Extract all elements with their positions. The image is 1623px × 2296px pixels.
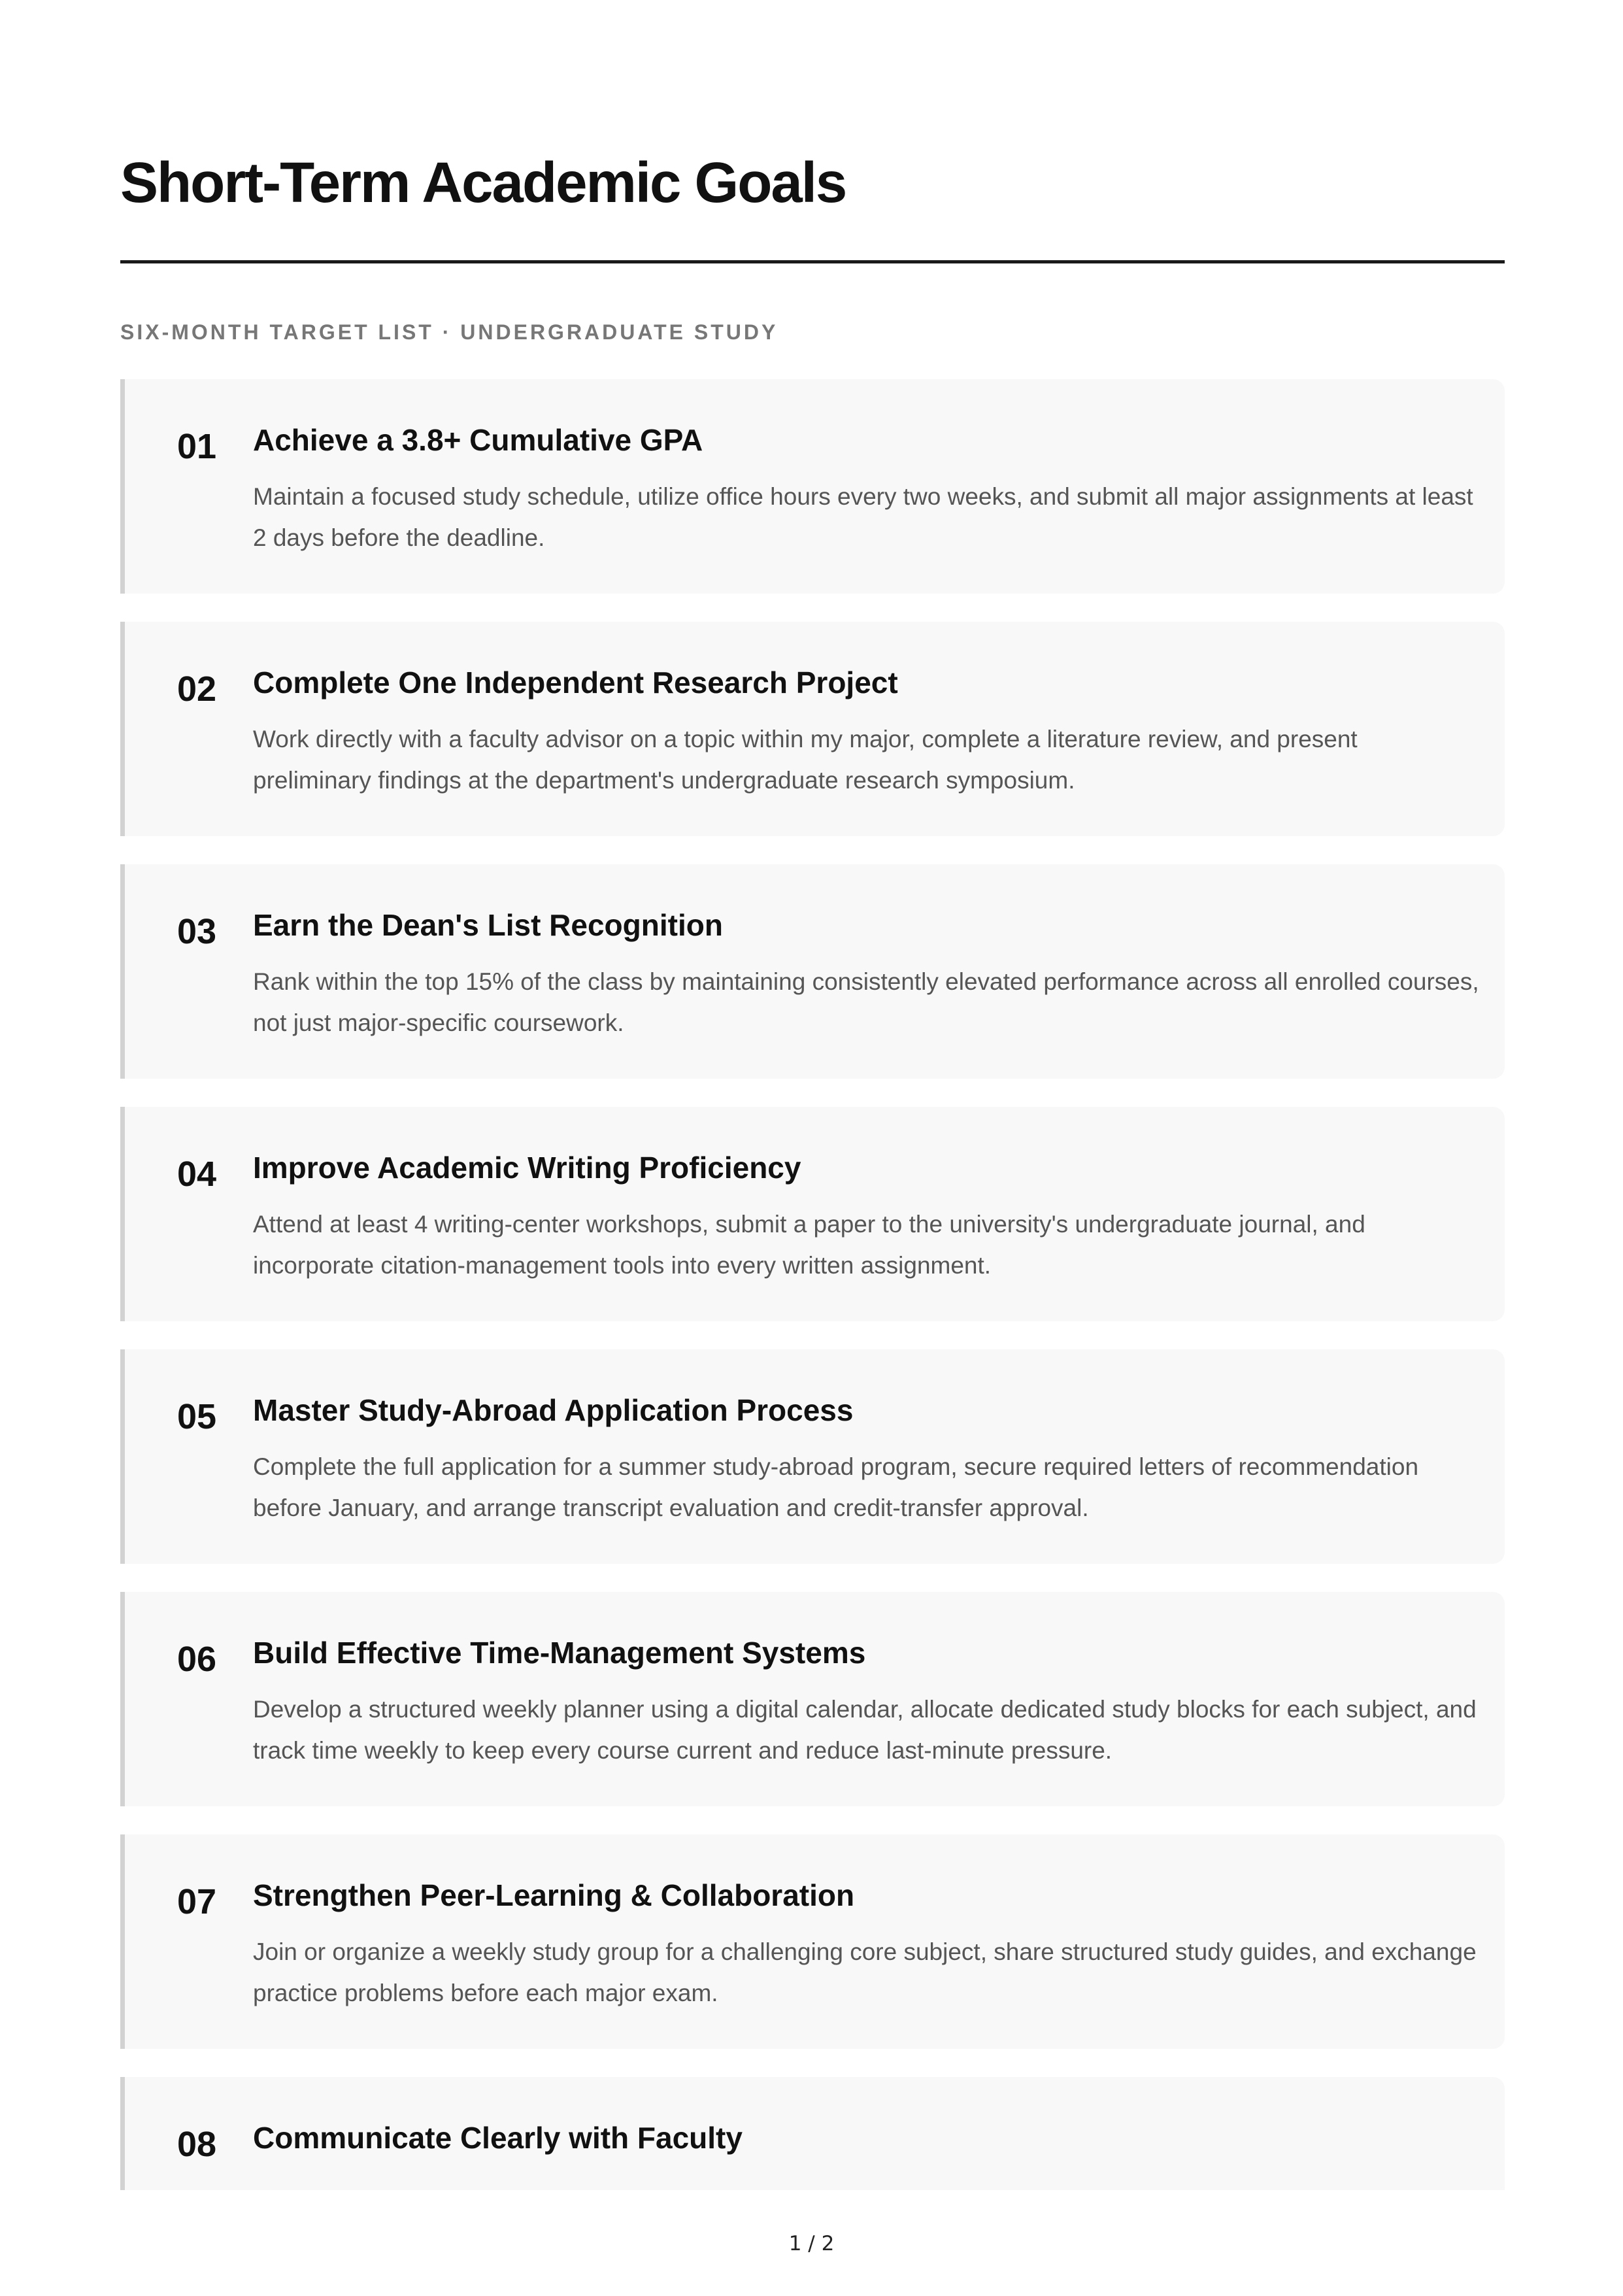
goal-description: Maintain a focused study schedule, utilize office hours every two weeks, and submit all major assignments at least 2 days before the deadline.: [253, 483, 1473, 551]
goal-title: Achieve a 3.8+ Cumulative GPA: [253, 423, 703, 457]
section-subtitle: SIX-MONTH TARGET LIST · UNDERGRADUATE STUDY: [120, 320, 778, 344]
goal-card: [120, 622, 1505, 836]
goal-description: Develop a structured weekly planner using a digital calendar, allocate dedicated study blocks for each subject, and track time weekly to keep every course current and reduce last-minute pressure.: [253, 1696, 1477, 1764]
goal-card: [120, 2077, 1505, 2190]
goal-number: 01: [177, 427, 217, 466]
goal-number: 04: [177, 1155, 217, 1194]
goal-description: Attend at least 4 writing-center workshops, submit a paper to the university's undergraduate journal, and incorporate citation-management tools into every written assignment.: [253, 1211, 1365, 1279]
goal-list: [120, 379, 1505, 2190]
goal-card: [120, 864, 1505, 1079]
goal-title: Earn the Dean's List Recognition: [253, 908, 723, 942]
goal-title: Improve Academic Writing Proficiency: [253, 1151, 801, 1185]
goal-title: Master Study-Abroad Application Process: [253, 1393, 854, 1427]
goal-number: 06: [177, 1640, 217, 1679]
title-divider: [120, 260, 1505, 263]
goal-card: [120, 1592, 1505, 1806]
goal-number: 07: [177, 1882, 217, 1921]
goal-title: Complete One Independent Research Project: [253, 666, 898, 700]
goal-title: Build Effective Time-Management Systems: [253, 1636, 866, 1670]
goal-number: 03: [177, 912, 217, 951]
goal-card: [120, 1107, 1505, 1321]
goal-description: Rank within the top 15% of the class by maintaining consistently elevated performance across all enrolled courses, not just major-specific coursework.: [253, 968, 1479, 1036]
goal-description: Work directly with a faculty advisor on a topic within my major, complete a literature review, and present preliminary findings at the department's undergraduate research symposium.: [253, 726, 1358, 794]
goal-description: Complete the full application for a summer study-abroad program, secure required letters of recommendation before January, and arrange transcript evaluation and credit-transfer approval.: [253, 1453, 1419, 1521]
goal-title: Communicate Clearly with Faculty: [253, 2121, 743, 2155]
goal-title: Strengthen Peer-Learning & Collaboration: [253, 1878, 855, 1912]
goal-number: 05: [177, 1397, 217, 1436]
page-number: 1 / 2: [788, 2232, 835, 2255]
goal-card: [120, 1349, 1505, 1564]
goal-card: [120, 1834, 1505, 2049]
goal-card: [120, 379, 1505, 594]
page-title: Short-Term Academic Goals: [120, 151, 846, 214]
goal-number: 08: [177, 2125, 217, 2164]
goal-description: Join or organize a weekly study group for a challenging core subject, share structured study guides, and exchange practice problems before each major exam.: [253, 1938, 1477, 2006]
goal-number: 02: [177, 669, 217, 709]
